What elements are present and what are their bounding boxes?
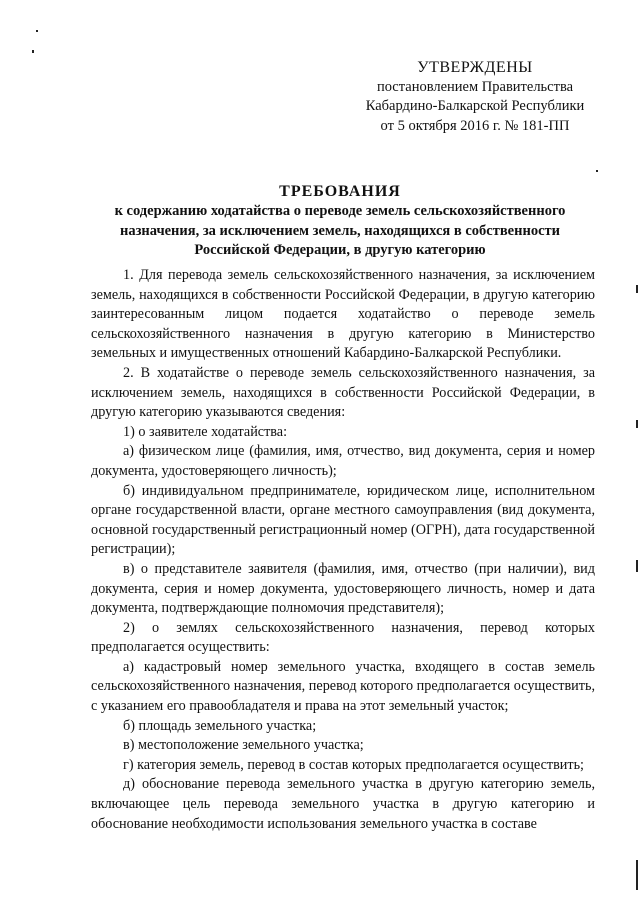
scan-mark [32,50,34,53]
scan-mark [636,285,638,293]
approval-heading: УТВЕРЖДЕНЫ [417,59,533,76]
approval-stamp [350,58,600,136]
paragraph: а) физическом лице (фамилия, имя, отчество, вид документа, серия и номер документа, удостоверяющего личность); [91,443,595,479]
scan-mark [636,420,638,428]
document-body [91,266,595,834]
title-line: назначения, за исключением земель, находящихся в собственности [119,222,560,239]
scan-mark [636,860,638,890]
document-title [90,182,590,261]
paragraph: а) кадастровый номер земельного участка, входящего в состав земель сельскохозяйственного назначения, перевод которого предполагается осуществить, с указанием его правообладателя и права на этот земельный участок; [91,658,595,715]
approval-line: постановлением Правительства [376,78,574,95]
paragraph: б) индивидуальном предпринимателе, юридическом лице, исполнительном органе государственной власти, органе местного самоуправления (вид документа, основной государственный регистрационный номер (ОГРН), дата государственной регистрации); [91,482,595,558]
title-main: ТРЕБОВАНИЯ [279,183,401,200]
paragraph: б) площадь земельного участка; [123,717,317,734]
approval-line: Кабардино-Балкарской Республики [365,98,585,114]
paragraph: д) обоснование перевода земельного участка в другую категорию земель, включающее цель перевода земельного участка в другую категорию и обоснование необходимости использования земельного участка в составе [91,776,595,832]
approval-line: от 5 октября 2016 г. № 181-ПП [380,117,570,134]
paragraph: в) о представителе заявителя (фамилия, имя, отчество (при наличии), вид документа, серия и номер документа, удостоверяющего личность, номер и дата документа, подтверждающие полномочия представителя); [91,560,595,617]
title-line: Российской Федерации, в другую категорию [194,242,486,258]
paragraph: 1) о заявителе ходатайства: [123,423,288,440]
title-line: к содержанию ходатайства о переводе земель сельскохозяйственного [114,203,566,219]
paragraph: 2) о землях сельскохозяйственного назначения, перевод которых предполагается осуществить: [91,619,595,656]
scan-mark [636,560,638,572]
scan-mark [596,170,598,172]
paragraph: 1. Для перевода земель сельскохозяйственного назначения, за исключением земель, находящихся в собственности Российской Федерации, в другую категорию заинтересованным лицом подается ходатайство о переводе земель сельскохозяйственного назначения в другую категорию в Министерство земельных и имущественных отношений Кабардино-Балкарской Республики. [91,267,595,362]
paragraph: г) категория земель, перевод в состав которых предполагается осуществить; [123,756,584,773]
paragraph: 2. В ходатайстве о переводе земель сельскохозяйственного назначения, за исключением земель, находящихся в собственности Российской Федерации, в другую категорию указываются сведения: [91,364,595,421]
paragraph: в) местоположение земельного участка; [123,737,364,754]
scan-mark [36,30,38,32]
